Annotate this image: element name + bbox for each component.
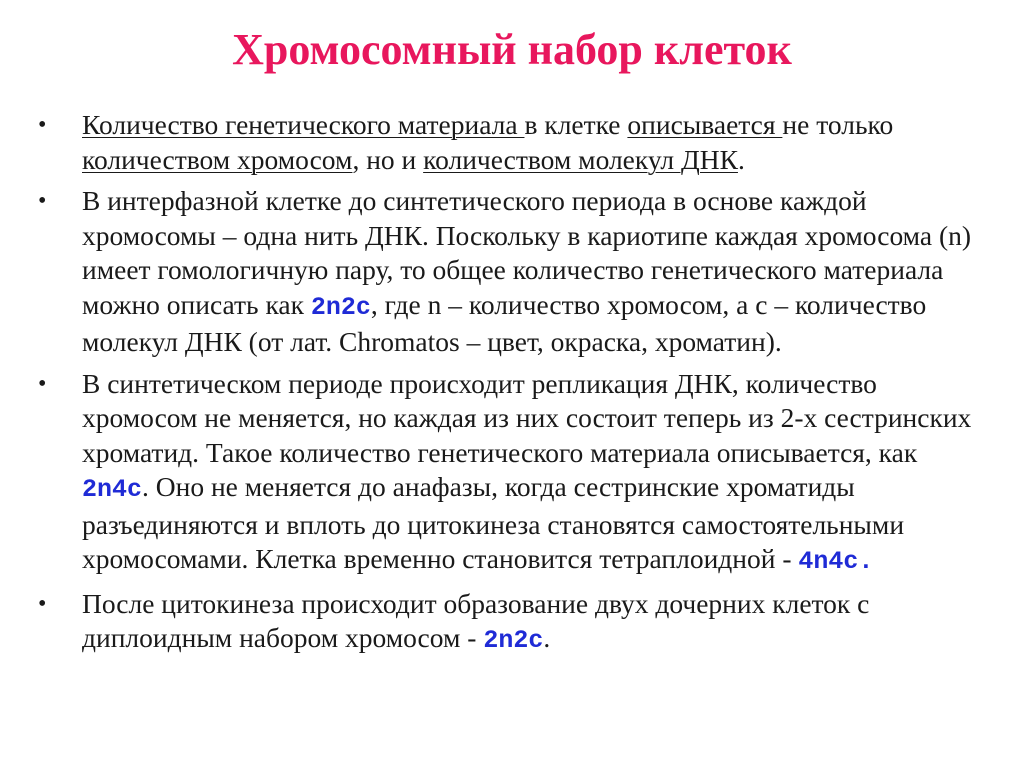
underlined-phrase: количеством хромосом — [82, 143, 353, 175]
text-run: , где n – количество хромосом, а с – количество молекул ДНК (от лат. Chromatos – цвет, окраска, хроматин). — [82, 288, 927, 357]
formula-2n4c: 2n4c — [82, 475, 143, 504]
slide-title: Хромосомный набор клеток — [232, 25, 792, 74]
bullet-icon: • — [38, 370, 47, 397]
text-run: . — [543, 622, 551, 653]
bullet-item — [38, 184, 988, 360]
bullet-list — [38, 108, 988, 666]
text-run: в клетке — [524, 109, 628, 140]
underlined-phrase: количеством молекул ДНК — [423, 143, 738, 175]
text-run: . — [737, 143, 745, 175]
text-run: . Оно не меняется до анафазы, когда сестринские хроматиды разъединяются и вплоть до цитокинеза становятся самостоятельными хромосомами. Клетка временно становится тетраплоидной - — [82, 471, 905, 574]
bullet-item — [38, 108, 988, 177]
underlined-phrase: описывается — [627, 109, 783, 140]
bullet-item — [38, 367, 988, 580]
bullet-icon: • — [38, 112, 47, 138]
text-run: , но и — [352, 143, 424, 175]
text-run: После цитокинеза происходит образование двух дочерних клеток с диплоидным набором хромосом - — [82, 587, 870, 653]
text-run: В интерфазной клетке до синтетического периода в основе каждой хромосомы – одна нить ДНК. Поскольку в кариотипе каждая хромосома (n) имеет гомологичную пару, то общее количество генетического материала можно описать как — [82, 185, 972, 320]
formula-2n2c: 2n2c — [483, 626, 544, 655]
underlined-phrase: Количество генетического материала — [82, 109, 525, 140]
formula-2n2c: 2n2c — [310, 292, 371, 322]
text-run: не только — [782, 109, 894, 140]
bullet-icon: • — [38, 188, 47, 214]
text-run: В синтетическом периоде происходит репликация ДНК, количество хромосом не меняется, но каждая из них состоит теперь из 2-х сестринских хроматид. Такое количество генетического материала описывается, как — [82, 367, 972, 468]
bullet-item — [38, 587, 988, 659]
formula-4n4c: 4n4c. — [798, 547, 874, 576]
bullet-icon: • — [38, 590, 47, 617]
